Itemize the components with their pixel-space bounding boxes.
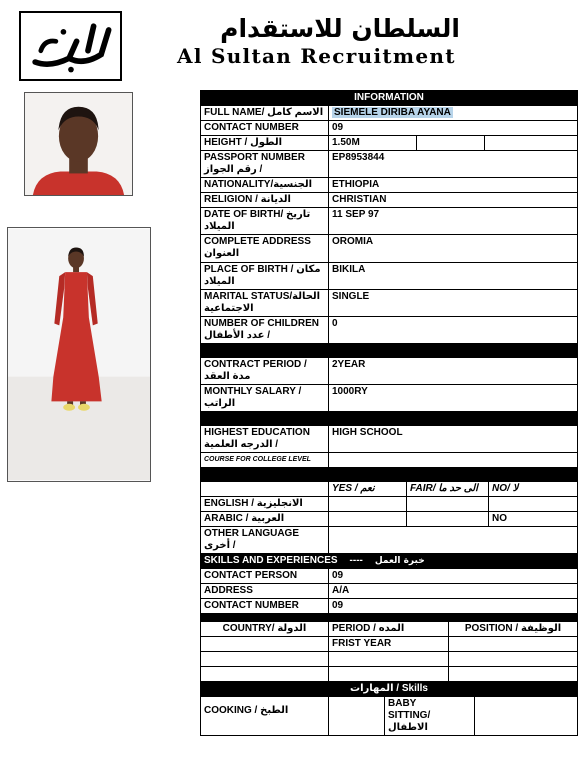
row-english xyxy=(201,497,577,512)
full-name-label: FULL NAME/ الاسم كامل xyxy=(201,106,329,120)
height-label: HEIGHT / الطول xyxy=(201,136,329,150)
height-extra-2 xyxy=(485,136,577,150)
full-name-text: SIEMELE DIRIBA AYANA xyxy=(334,107,451,118)
exp1-country xyxy=(201,637,329,651)
pob-label: PLACE OF BIRTH / مكان الميلاد xyxy=(201,263,329,289)
address-label: COMPLETE ADDRESS العنوان xyxy=(201,235,329,262)
other-language-value xyxy=(329,527,577,553)
divider-bar xyxy=(201,614,577,622)
height-extra-1 xyxy=(417,136,485,150)
row-nationality xyxy=(201,178,577,193)
row-education xyxy=(201,426,577,453)
arabic-fair xyxy=(407,512,489,526)
college-note: COURSE FOR COLLEGE LEVEL xyxy=(201,453,329,467)
english-yes xyxy=(329,497,407,511)
cooking-label: COOKING / الطبخ xyxy=(201,697,329,735)
lang-yes-header: YES / نعم xyxy=(329,482,407,496)
marital-label: MARITAL STATUS/الحالة الاجتماعية xyxy=(201,290,329,316)
contact-number-value: 09 xyxy=(332,122,344,133)
marital-value: SINGLE xyxy=(332,291,370,302)
arabic-yes xyxy=(329,512,407,526)
full-name-value xyxy=(329,106,577,120)
row-religion xyxy=(201,193,577,208)
address-value: OROMIA xyxy=(332,236,374,247)
salary-value: 1000RY xyxy=(332,386,368,397)
skills-experiences-title-ar: خبرة العمل xyxy=(374,556,425,566)
row-arabic xyxy=(201,512,577,527)
education-label: HIGHEST EDUCATION الدرجه العلمية / xyxy=(201,426,329,452)
row-language-headers xyxy=(201,482,577,497)
children-value: 0 xyxy=(332,318,338,329)
period-header: PERIOD / المده xyxy=(329,622,449,636)
english-label: ENGLISH / الانجليزية xyxy=(201,497,329,511)
salary-label: MONTHLY SALARY / الراتب xyxy=(201,385,329,411)
brand-name-arabic: السلطان للاستقدام xyxy=(220,14,460,43)
skills-experiences-dashes: ---- xyxy=(349,555,363,566)
row-date-of-birth xyxy=(201,208,577,235)
english-no xyxy=(489,497,577,511)
exp-contact-number-value: 09 xyxy=(332,600,344,611)
exp1-position xyxy=(449,637,577,651)
row-college xyxy=(201,453,577,468)
skills-experiences-title: SKILLS AND EXPERIENCES xyxy=(204,555,338,566)
passport-label: PASSPORT NUMBER رقم الجواز / xyxy=(201,151,329,177)
exp1-period: FRIST YEAR xyxy=(329,637,449,651)
brand-name-english: Al Sultan Recruitment xyxy=(177,44,456,68)
pob-value: BIKILA xyxy=(332,264,366,275)
cooking-value xyxy=(329,697,385,735)
row-address xyxy=(201,235,577,263)
exp3-period xyxy=(329,667,449,681)
information-form xyxy=(200,90,578,736)
exp-address-value: A/A xyxy=(332,585,350,596)
nationality-value: ETHIOPIA xyxy=(332,179,380,190)
education-value: HIGH SCHOOL xyxy=(332,427,403,438)
contact-person-value: 09 xyxy=(332,570,344,581)
baby-sitting-label xyxy=(385,697,475,735)
row-exp-contact-number xyxy=(201,599,577,614)
divider-bar xyxy=(201,412,577,426)
lang-fair-header: FAIR/ الى حد ما xyxy=(407,482,489,496)
position-header: POSITION / الوظيفة xyxy=(464,623,562,634)
exp2-period xyxy=(329,652,449,666)
row-marital-status xyxy=(201,290,577,317)
information-title: INFORMATION xyxy=(201,91,577,106)
dob-value: 11 SEP 97 xyxy=(332,209,380,220)
arabic-label: ARABIC / العربية xyxy=(201,512,329,526)
height-value: 1.50M xyxy=(329,136,417,150)
divider-bar xyxy=(201,468,577,482)
row-exp-address xyxy=(201,584,577,599)
row-experience-2 xyxy=(201,652,577,667)
baby-sitting-line1: BABY xyxy=(388,698,417,709)
row-height xyxy=(201,136,577,151)
college-value xyxy=(329,453,577,467)
row-skills xyxy=(201,697,577,735)
language-header-blank xyxy=(201,482,329,496)
religion-label: RELIGION / الديانة xyxy=(201,193,329,207)
row-contract xyxy=(201,358,577,385)
english-fair xyxy=(407,497,489,511)
other-language-label: OTHER LANGUAGE أخرى / xyxy=(201,527,329,553)
row-salary xyxy=(201,385,577,412)
dob-label: DATE OF BIRTH/ تاريخ الميلاد xyxy=(201,208,329,234)
row-experience-headers xyxy=(201,622,577,637)
exp-contact-number-label: CONTACT NUMBER xyxy=(201,599,329,613)
exp3-country xyxy=(201,667,329,681)
row-children xyxy=(201,317,577,344)
passport-value: EP8953844 xyxy=(332,152,385,163)
row-passport xyxy=(201,151,577,178)
portrait-photo xyxy=(24,92,133,196)
skills-experiences-header xyxy=(201,554,577,569)
contract-label: CONTRACT PERIOD / مدة العقد xyxy=(201,358,329,384)
country-header: COUNTRY/ الدولة xyxy=(201,622,329,636)
full-body-photo xyxy=(7,227,151,482)
row-contact-number xyxy=(201,121,577,136)
row-other-language xyxy=(201,527,577,554)
arabic-no: NO xyxy=(492,513,507,524)
row-full-name xyxy=(201,106,577,121)
row-experience-3 xyxy=(201,667,577,682)
exp-address-label: ADDRESS xyxy=(201,584,329,598)
contract-value: 2YEAR xyxy=(332,359,366,370)
baby-sitting-value xyxy=(475,697,577,735)
religion-value: CHRISTIAN xyxy=(332,194,387,205)
row-experience-1 xyxy=(201,637,577,652)
exp2-position xyxy=(449,652,577,666)
exp3-position xyxy=(449,667,577,681)
nationality-label: NATIONALITY/الجنسية xyxy=(201,178,329,192)
exp2-country xyxy=(201,652,329,666)
children-label: NUMBER OF CHILDREN عدد الأطفال / xyxy=(201,317,329,343)
contact-person-label: CONTACT PERSON xyxy=(201,569,329,583)
row-contact-person xyxy=(201,569,577,584)
company-logo xyxy=(19,11,122,81)
skills-title: المهارات / Skills xyxy=(201,682,577,697)
lang-no-header: NO/ لا xyxy=(492,483,519,494)
row-place-of-birth xyxy=(201,263,577,290)
baby-sitting-line2: SITTING/ الاطفال xyxy=(388,710,431,733)
divider-bar xyxy=(201,344,577,358)
logo-calligraphy-icon xyxy=(21,13,120,79)
contact-number-label: CONTACT NUMBER xyxy=(201,121,329,135)
